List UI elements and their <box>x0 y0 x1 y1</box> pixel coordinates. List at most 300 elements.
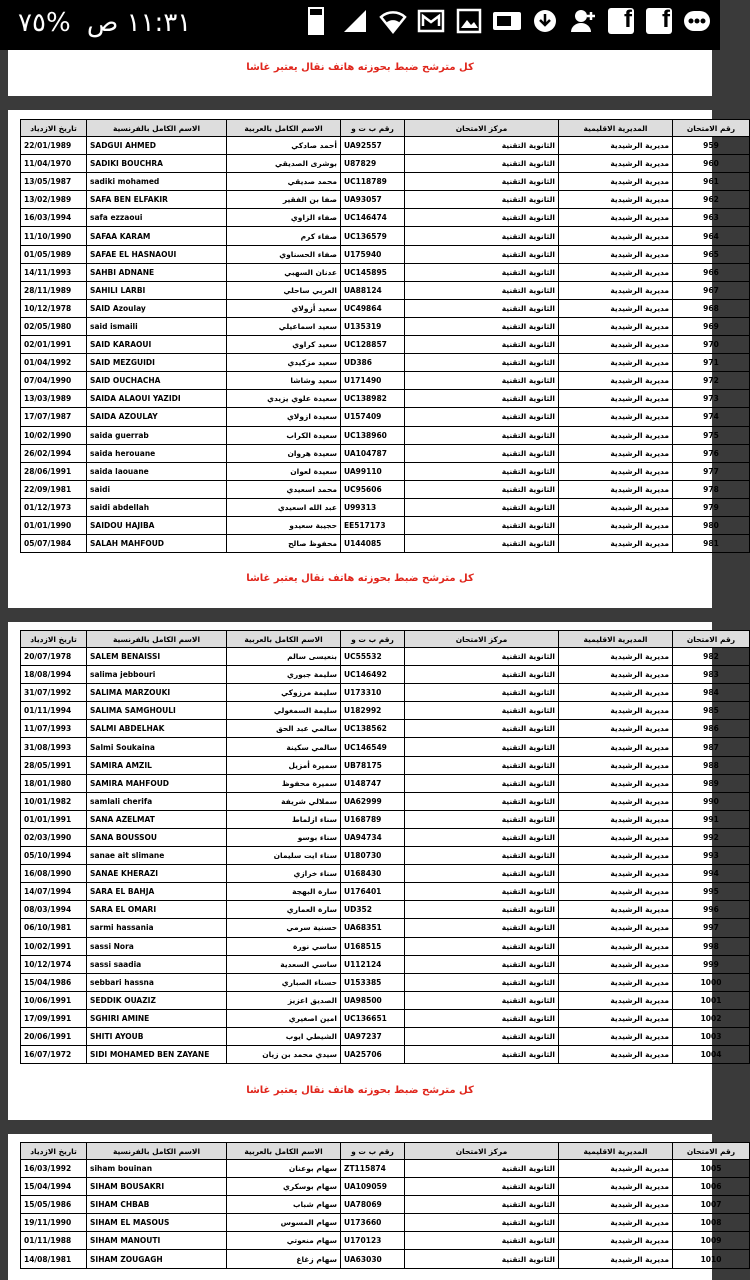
cin-cell: UC146474 <box>341 209 405 227</box>
birth-date-cell: 17/09/1991 <box>21 1009 87 1027</box>
directorate-cell: مديرية الرشيدية <box>559 444 673 462</box>
birth-date-cell: 20/06/1991 <box>21 1027 87 1045</box>
birth-date-cell: 13/02/1989 <box>21 191 87 209</box>
directorate-cell: مديرية الرشيدية <box>559 1178 673 1196</box>
name-ar-cell: سارة البهجة <box>227 883 341 901</box>
directorate-cell: مديرية الرشيدية <box>559 648 673 666</box>
table-row <box>21 991 750 1009</box>
name-ar-cell: بنعيسى سالم <box>227 648 341 666</box>
header-exam-number: رقم الامتحان <box>673 631 750 648</box>
exam-number-cell: 995 <box>673 883 750 901</box>
exam-number-cell: 960 <box>673 155 750 173</box>
exam-center-cell: الثانوية التقنية <box>405 263 559 281</box>
download-icon[interactable] <box>530 6 560 36</box>
header-name-ar: الاسم الكامل بالعربية <box>227 631 341 648</box>
table-row <box>21 810 750 828</box>
directorate-cell: مديرية الرشيدية <box>559 155 673 173</box>
name-fr-cell: SAMIRA MAHFOUD <box>87 774 227 792</box>
exam-number-cell: 963 <box>673 209 750 227</box>
warning-note: كل مترشح ضبط بحوزته هاتف نقال يعتبر غاشا <box>246 1085 474 1096</box>
exam-center-cell: الثانوية التقنية <box>405 666 559 684</box>
mail-icon[interactable] <box>416 6 446 36</box>
exam-center-cell: الثانوية التقنية <box>405 227 559 245</box>
table-row <box>21 919 750 937</box>
name-ar-cell: بوشرى الصديقي <box>227 155 341 173</box>
directorate-cell: مديرية الرشيدية <box>559 336 673 354</box>
name-ar-cell: الصديق اعزيز <box>227 991 341 1009</box>
candidates-table <box>20 630 750 1064</box>
name-fr-cell: saida guerrab <box>87 426 227 444</box>
name-fr-cell: SEDDIK OUAZIZ <box>87 991 227 1009</box>
exam-number-cell: 974 <box>673 408 750 426</box>
header-directorate: المديرية الاقليمية <box>559 631 673 648</box>
name-fr-cell: SIHAM MANOUTI <box>87 1232 227 1250</box>
header-birth-date: تاريخ الازدياد <box>21 120 87 137</box>
exam-number-cell: 996 <box>673 901 750 919</box>
table-header-row <box>21 120 750 137</box>
exam-number-cell: 981 <box>673 535 750 553</box>
header-name-fr: الاسم الكامل بالفرنسية <box>87 1143 227 1160</box>
name-ar-cell: سليمة جبوري <box>227 666 341 684</box>
cin-cell: U87829 <box>341 155 405 173</box>
name-ar-cell: سناء خرازي <box>227 865 341 883</box>
document-page <box>8 110 736 608</box>
exam-center-cell: الثانوية التقنية <box>405 847 559 865</box>
name-fr-cell: SAID OUCHACHA <box>87 372 227 390</box>
cin-cell: UC118789 <box>341 173 405 191</box>
cin-cell: UC128857 <box>341 336 405 354</box>
table-row <box>21 1196 750 1214</box>
directorate-cell: مديرية الرشيدية <box>559 720 673 738</box>
birth-date-cell: 10/02/1991 <box>21 937 87 955</box>
exam-number-cell: 992 <box>673 828 750 846</box>
exam-center-cell: الثانوية التقنية <box>405 648 559 666</box>
exam-number-cell: 978 <box>673 480 750 498</box>
exam-number-cell: 976 <box>673 444 750 462</box>
name-ar-cell: ساسي السعدية <box>227 955 341 973</box>
exam-center-cell: الثانوية التقنية <box>405 390 559 408</box>
name-fr-cell: SALEM BENAISSI <box>87 648 227 666</box>
birth-date-cell: 28/05/1991 <box>21 756 87 774</box>
exam-center-cell: الثانوية التقنية <box>405 426 559 444</box>
add-contact-icon[interactable] <box>568 6 598 36</box>
directorate-cell: مديرية الرشيدية <box>559 137 673 155</box>
exam-center-cell: الثانوية التقنية <box>405 1009 559 1027</box>
exam-number-cell: 969 <box>673 317 750 335</box>
exam-center-cell: الثانوية التقنية <box>405 480 559 498</box>
name-ar-cell: حسنية سرمي <box>227 919 341 937</box>
cin-cell: UC145895 <box>341 263 405 281</box>
name-fr-cell: said ismaili <box>87 317 227 335</box>
table-row <box>21 1160 750 1178</box>
table-row <box>21 390 750 408</box>
directorate-cell: مديرية الرشيدية <box>559 702 673 720</box>
name-ar-cell: سليمة مرزوكي <box>227 684 341 702</box>
name-ar-cell: سعيد كراوي <box>227 336 341 354</box>
exam-number-cell: 971 <box>673 354 750 372</box>
name-fr-cell: SAIDA ALAOUI YAZIDI <box>87 390 227 408</box>
name-ar-cell: سعيدة الكراب <box>227 426 341 444</box>
birth-date-cell: 20/07/1978 <box>21 648 87 666</box>
directorate-cell: مديرية الرشيدية <box>559 426 673 444</box>
exam-center-cell: الثانوية التقنية <box>405 973 559 991</box>
exam-number-cell: 983 <box>673 666 750 684</box>
directorate-cell: مديرية الرشيدية <box>559 1214 673 1232</box>
name-ar-cell: سهام شباب <box>227 1196 341 1214</box>
name-fr-cell: SANA AZELMAT <box>87 810 227 828</box>
directorate-cell: مديرية الرشيدية <box>559 372 673 390</box>
name-ar-cell: العربي ساحلي <box>227 281 341 299</box>
directorate-cell: مديرية الرشيدية <box>559 973 673 991</box>
cin-cell: U168515 <box>341 937 405 955</box>
name-ar-cell: عدنان السهبي <box>227 263 341 281</box>
table-row <box>21 865 750 883</box>
exam-number-cell: 982 <box>673 648 750 666</box>
table-row <box>21 774 750 792</box>
exam-center-cell: الثانوية التقنية <box>405 317 559 335</box>
cin-cell: U168789 <box>341 810 405 828</box>
image-icon[interactable] <box>454 6 484 36</box>
cin-cell: UD352 <box>341 901 405 919</box>
directorate-cell: مديرية الرشيدية <box>559 684 673 702</box>
birth-date-cell: 10/01/1982 <box>21 792 87 810</box>
directorate-cell: مديرية الرشيدية <box>559 317 673 335</box>
name-ar-cell: سعيد أزولاي <box>227 299 341 317</box>
name-fr-cell: SAFAE EL HASNAOUI <box>87 245 227 263</box>
table-row <box>21 720 750 738</box>
name-ar-cell: سعيد وشاشا <box>227 372 341 390</box>
name-fr-cell: sanae ait slimane <box>87 847 227 865</box>
exam-center-cell: الثانوية التقنية <box>405 937 559 955</box>
name-fr-cell: SANAE KHERAZI <box>87 865 227 883</box>
directorate-cell: مديرية الرشيدية <box>559 666 673 684</box>
exam-number-cell: 1002 <box>673 1009 750 1027</box>
directorate-cell: مديرية الرشيدية <box>559 354 673 372</box>
cin-cell: ZT115874 <box>341 1160 405 1178</box>
table-row <box>21 973 750 991</box>
exam-center-cell: الثانوية التقنية <box>405 901 559 919</box>
birth-date-cell: 02/01/1991 <box>21 336 87 354</box>
directorate-cell: مديرية الرشيدية <box>559 1232 673 1250</box>
name-fr-cell: SIHAM ZOUGAGH <box>87 1250 227 1268</box>
name-ar-cell: صفاء كرم <box>227 227 341 245</box>
name-fr-cell: SIHAM BOUSAKRI <box>87 1178 227 1196</box>
cin-cell: U171490 <box>341 372 405 390</box>
status-bar <box>0 0 720 50</box>
birth-date-cell: 02/03/1990 <box>21 828 87 846</box>
cin-cell: UC138982 <box>341 390 405 408</box>
birth-date-cell: 15/04/1986 <box>21 973 87 991</box>
exam-center-cell: الثانوية التقنية <box>405 828 559 846</box>
exam-number-cell: 1005 <box>673 1160 750 1178</box>
name-fr-cell: saidi <box>87 480 227 498</box>
directorate-cell: مديرية الرشيدية <box>559 227 673 245</box>
name-ar-cell: محمد صديقي <box>227 173 341 191</box>
exam-number-cell: 967 <box>673 281 750 299</box>
birth-date-cell: 31/08/1993 <box>21 738 87 756</box>
birth-date-cell: 01/11/1994 <box>21 702 87 720</box>
table-row <box>21 648 750 666</box>
exam-center-cell: الثانوية التقنية <box>405 810 559 828</box>
birth-date-cell: 22/09/1981 <box>21 480 87 498</box>
header-directorate: المديرية الاقليمية <box>559 120 673 137</box>
birth-date-cell: 01/04/1992 <box>21 354 87 372</box>
exam-number-cell: 970 <box>673 336 750 354</box>
birth-date-cell: 05/10/1994 <box>21 847 87 865</box>
name-fr-cell: samlali cherifa <box>87 792 227 810</box>
directorate-cell: مديرية الرشيدية <box>559 209 673 227</box>
birth-date-cell: 06/10/1981 <box>21 919 87 937</box>
name-ar-cell: سميرة أمزيل <box>227 756 341 774</box>
cin-cell: UC136579 <box>341 227 405 245</box>
header-cin: رقم ب ت و <box>341 631 405 648</box>
exam-number-cell: 1010 <box>673 1250 750 1268</box>
table-row <box>21 792 750 810</box>
birth-date-cell: 16/08/1990 <box>21 865 87 883</box>
table-row <box>21 245 750 263</box>
name-fr-cell: SAID KARAOUI <box>87 336 227 354</box>
table-row <box>21 901 750 919</box>
birth-date-cell: 11/07/1993 <box>21 720 87 738</box>
directorate-cell: مديرية الرشيدية <box>559 390 673 408</box>
header-exam-center: مركز الامتحان <box>405 1143 559 1160</box>
cin-cell: U135319 <box>341 317 405 335</box>
battery-percent: %٧٥ <box>18 8 71 38</box>
exam-number-cell: 988 <box>673 756 750 774</box>
birth-date-cell: 16/07/1972 <box>21 1046 87 1064</box>
exam-number-cell: 980 <box>673 516 750 534</box>
exam-number-cell: 999 <box>673 955 750 973</box>
directorate-cell: مديرية الرشيدية <box>559 847 673 865</box>
cin-cell: U112124 <box>341 955 405 973</box>
warning-note: كل مترشح ضبط بحوزته هاتف نقال يعتبر غاشا <box>246 573 474 584</box>
more-icon[interactable] <box>682 6 712 36</box>
header-exam-number: رقم الامتحان <box>673 1143 750 1160</box>
birth-date-cell: 01/05/1989 <box>21 245 87 263</box>
exam-number-cell: 998 <box>673 937 750 955</box>
birth-date-cell: 02/05/1980 <box>21 317 87 335</box>
exam-center-cell: الثانوية التقنية <box>405 498 559 516</box>
birth-date-cell: 08/03/1994 <box>21 901 87 919</box>
cin-cell: UA97237 <box>341 1027 405 1045</box>
clock: ١١:٣١ ص <box>86 8 192 38</box>
name-fr-cell: SAID MEZGUIDI <box>87 354 227 372</box>
birth-date-cell: 01/12/1973 <box>21 498 87 516</box>
cin-cell: UA93057 <box>341 191 405 209</box>
exam-center-cell: الثانوية التقنية <box>405 1250 559 1268</box>
birth-date-cell: 10/02/1990 <box>21 426 87 444</box>
directorate-cell: مديرية الرشيدية <box>559 498 673 516</box>
name-ar-cell: أحمد صادكي <box>227 137 341 155</box>
birth-date-cell: 16/03/1994 <box>21 209 87 227</box>
exam-center-cell: الثانوية التقنية <box>405 535 559 553</box>
exam-center-cell: الثانوية التقنية <box>405 209 559 227</box>
birth-date-cell: 01/01/1990 <box>21 516 87 534</box>
cin-cell: U175940 <box>341 245 405 263</box>
table-row <box>21 336 750 354</box>
cin-cell: U176401 <box>341 883 405 901</box>
cin-cell: U170123 <box>341 1232 405 1250</box>
cast-icon[interactable] <box>492 6 522 36</box>
exam-number-cell: 997 <box>673 919 750 937</box>
name-ar-cell: عبد الله اسعيدي <box>227 498 341 516</box>
exam-center-cell: الثانوية التقنية <box>405 756 559 774</box>
name-fr-cell: sarmi hassania <box>87 919 227 937</box>
birth-date-cell: 13/03/1989 <box>21 390 87 408</box>
birth-date-cell: 22/01/1989 <box>21 137 87 155</box>
directorate-cell: مديرية الرشيدية <box>559 919 673 937</box>
table-row <box>21 1046 750 1064</box>
header-cin: رقم ب ت و <box>341 1143 405 1160</box>
facebook-icon[interactable]: f <box>644 6 674 36</box>
directorate-cell: مديرية الرشيدية <box>559 1250 673 1268</box>
exam-number-cell: 987 <box>673 738 750 756</box>
birth-date-cell: 18/01/1980 <box>21 774 87 792</box>
directorate-cell: مديرية الرشيدية <box>559 1027 673 1045</box>
birth-date-cell: 10/12/1978 <box>21 299 87 317</box>
exam-center-cell: الثانوية التقنية <box>405 738 559 756</box>
directorate-cell: مديرية الرشيدية <box>559 263 673 281</box>
birth-date-cell: 17/07/1987 <box>21 408 87 426</box>
birth-date-cell: 28/11/1989 <box>21 281 87 299</box>
document-page <box>8 622 736 1120</box>
exam-center-cell: الثانوية التقنية <box>405 299 559 317</box>
directorate-cell: مديرية الرشيدية <box>559 299 673 317</box>
name-fr-cell: SALAH MAHFOUD <box>87 535 227 553</box>
name-ar-cell: سيدي محمد بن زيان <box>227 1046 341 1064</box>
table-row <box>21 263 750 281</box>
table-row <box>21 883 750 901</box>
header-name-fr: الاسم الكامل بالفرنسية <box>87 120 227 137</box>
header-exam-center: مركز الامتحان <box>405 631 559 648</box>
birth-date-cell: 10/06/1991 <box>21 991 87 1009</box>
name-ar-cell: محفوظ صالح <box>227 535 341 553</box>
document-page <box>8 50 712 96</box>
name-ar-cell: صفاء الزاوي <box>227 209 341 227</box>
directorate-cell: مديرية الرشيدية <box>559 828 673 846</box>
name-ar-cell: سعيدة علوي يزيدي <box>227 390 341 408</box>
header-birth-date: تاريخ الازدياد <box>21 1143 87 1160</box>
cin-cell: UC55532 <box>341 648 405 666</box>
name-fr-cell: SARA EL OMARI <box>87 901 227 919</box>
exam-center-cell: الثانوية التقنية <box>405 336 559 354</box>
directorate-cell: مديرية الرشيدية <box>559 937 673 955</box>
exam-center-cell: الثانوية التقنية <box>405 1214 559 1232</box>
exam-center-cell: الثانوية التقنية <box>405 702 559 720</box>
exam-number-cell: 985 <box>673 702 750 720</box>
cin-cell: UA94734 <box>341 828 405 846</box>
table-row <box>21 756 750 774</box>
exam-number-cell: 994 <box>673 865 750 883</box>
table-row <box>21 155 750 173</box>
directorate-cell: مديرية الرشيدية <box>559 756 673 774</box>
table-header-row <box>21 631 750 648</box>
name-fr-cell: SAID Azoulay <box>87 299 227 317</box>
header-directorate: المديرية الاقليمية <box>559 1143 673 1160</box>
exam-center-cell: الثانوية التقنية <box>405 245 559 263</box>
exam-number-cell: 977 <box>673 462 750 480</box>
header-exam-number: رقم الامتحان <box>673 120 750 137</box>
facebook-icon[interactable]: f <box>606 6 636 36</box>
cin-cell: UC95606 <box>341 480 405 498</box>
table-row <box>21 1178 750 1196</box>
exam-center-cell: الثانوية التقنية <box>405 865 559 883</box>
battery-icon <box>302 6 332 36</box>
header-cin: رقم ب ت و <box>341 120 405 137</box>
cin-cell: UA62999 <box>341 792 405 810</box>
birth-date-cell: 05/07/1984 <box>21 535 87 553</box>
name-fr-cell: sebbari hassna <box>87 973 227 991</box>
name-fr-cell: sassi saadia <box>87 955 227 973</box>
directorate-cell: مديرية الرشيدية <box>559 1009 673 1027</box>
table-row <box>21 227 750 245</box>
table-row <box>21 426 750 444</box>
cin-cell: UA68351 <box>341 919 405 937</box>
name-fr-cell: SIHAM EL MASOUS <box>87 1214 227 1232</box>
cin-cell: U173660 <box>341 1214 405 1232</box>
name-fr-cell: saidi abdellah <box>87 498 227 516</box>
cin-cell: UA109059 <box>341 1178 405 1196</box>
exam-center-cell: الثانوية التقنية <box>405 1027 559 1045</box>
exam-number-cell: 1006 <box>673 1178 750 1196</box>
cin-cell: UC146549 <box>341 738 405 756</box>
table-row <box>21 462 750 480</box>
directorate-cell: مديرية الرشيدية <box>559 810 673 828</box>
name-ar-cell: سعيد مزكيدي <box>227 354 341 372</box>
birth-date-cell: 16/03/1992 <box>21 1160 87 1178</box>
cin-cell: UD386 <box>341 354 405 372</box>
name-fr-cell: SAMIRA AMZIL <box>87 756 227 774</box>
exam-center-cell: الثانوية التقنية <box>405 137 559 155</box>
exam-center-cell: الثانوية التقنية <box>405 372 559 390</box>
exam-number-cell: 990 <box>673 792 750 810</box>
cin-cell: UA25706 <box>341 1046 405 1064</box>
cin-cell: UA92557 <box>341 137 405 155</box>
document-page <box>8 1134 736 1280</box>
cin-cell: UC49864 <box>341 299 405 317</box>
table-row <box>21 684 750 702</box>
cin-cell: U144085 <box>341 535 405 553</box>
exam-number-cell: 973 <box>673 390 750 408</box>
exam-number-cell: 965 <box>673 245 750 263</box>
name-fr-cell: SADIKI BOUCHRA <box>87 155 227 173</box>
name-fr-cell: SADGUI AHMED <box>87 137 227 155</box>
name-ar-cell: سعيدة هروان <box>227 444 341 462</box>
table-row <box>21 137 750 155</box>
cin-cell: U99313 <box>341 498 405 516</box>
exam-center-cell: الثانوية التقنية <box>405 462 559 480</box>
table-row <box>21 937 750 955</box>
name-ar-cell: حجيبة سعيدو <box>227 516 341 534</box>
table-row <box>21 299 750 317</box>
signal-icon <box>340 6 370 36</box>
table-row <box>21 173 750 191</box>
name-ar-cell: سليمة السمغولي <box>227 702 341 720</box>
table-row <box>21 498 750 516</box>
cin-cell: UC136651 <box>341 1009 405 1027</box>
exam-number-cell: 993 <box>673 847 750 865</box>
exam-center-cell: الثانوية التقنية <box>405 281 559 299</box>
cin-cell: U168430 <box>341 865 405 883</box>
name-fr-cell: SGHIRI AMINE <box>87 1009 227 1027</box>
table-row <box>21 354 750 372</box>
table-row <box>21 738 750 756</box>
birth-date-cell: 11/10/1990 <box>21 227 87 245</box>
birth-date-cell: 07/04/1990 <box>21 372 87 390</box>
exam-center-cell: الثانوية التقنية <box>405 991 559 1009</box>
directorate-cell: مديرية الرشيدية <box>559 535 673 553</box>
name-ar-cell: سعيدة لعوان <box>227 462 341 480</box>
